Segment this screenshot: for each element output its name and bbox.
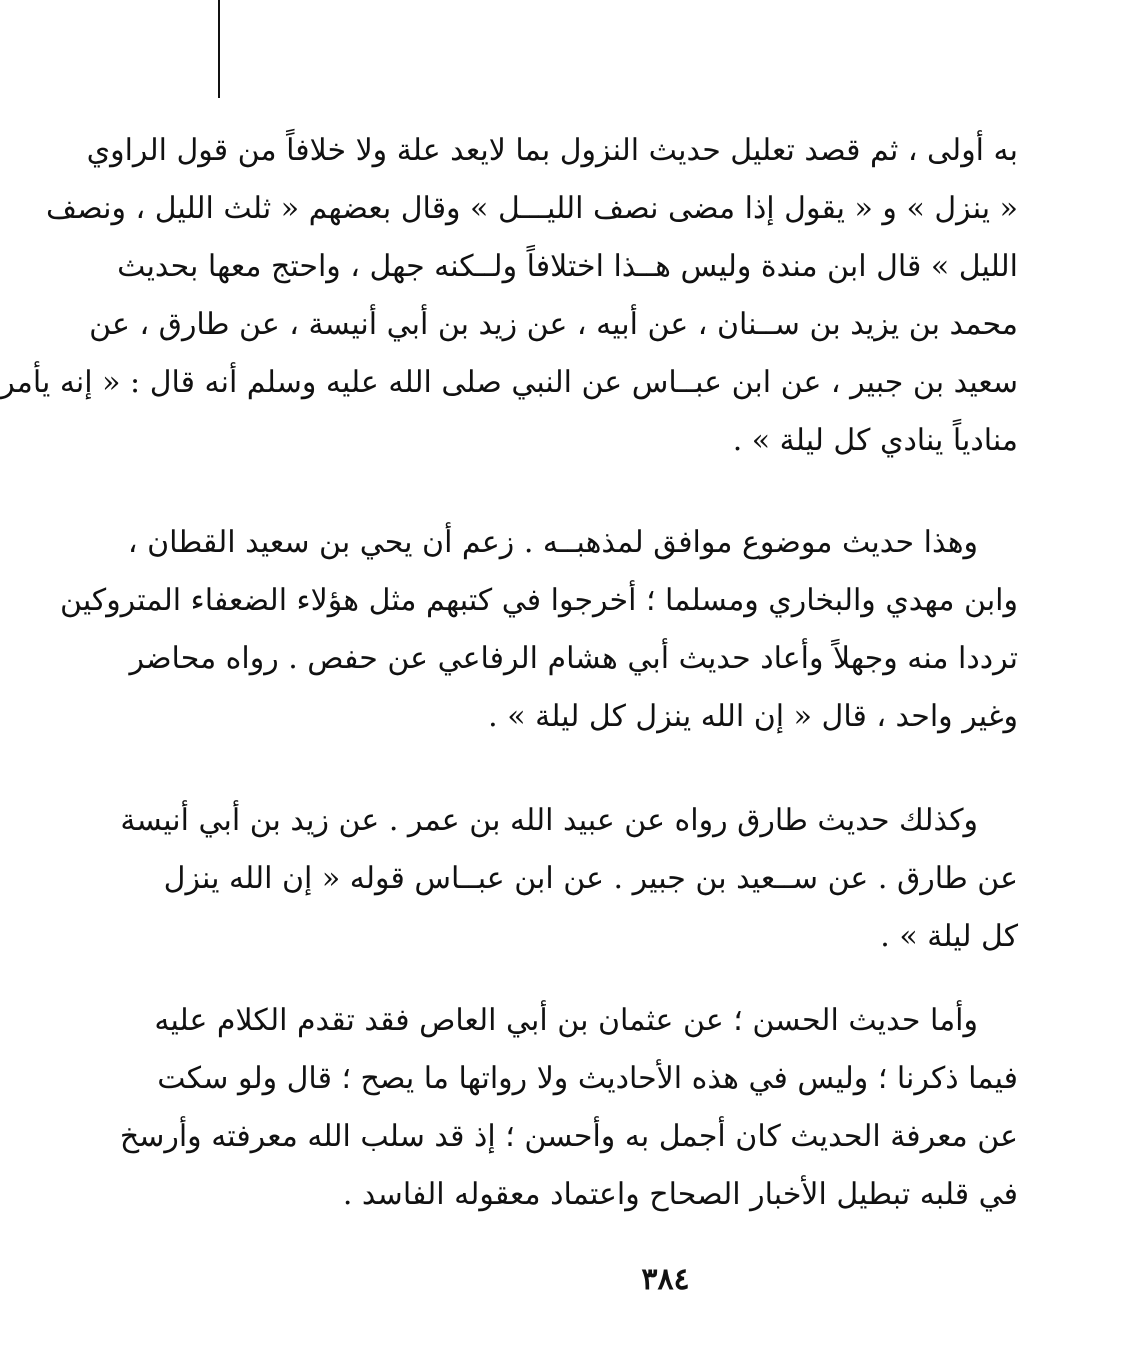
text-line: وهذا حديث موضوع موافق لمذهبــه . زعم أن يحي بن سعيد القطان ، bbox=[127, 525, 978, 560]
text-line: به أولى ، ثم قصد تعليل حديث النزول بما لايعد علة ولا خلافاً من قول الراوي bbox=[86, 133, 1018, 168]
text-line: وأما حديث الحسن ؛ عن عثمان بن أبي العاص فقد تقدم الكلام عليه bbox=[154, 1003, 978, 1038]
text-line: ترددا منه وجهلاً وأعاد حديث أبي هشام الرفاعي عن حفص . رواه محاضر bbox=[129, 641, 1018, 676]
page-edge-line bbox=[218, 0, 220, 98]
text-line: كل ليلة » . bbox=[880, 919, 1018, 954]
text-line: في قلبه تبطيل الأخبار الصحاح واعتماد معقوله الفاسد . bbox=[342, 1177, 1018, 1212]
text-line: « ينزل » و « يقول إذا مضى نصف الليـــل » وقال بعضهم « ثلث الليل ، ونصف bbox=[46, 191, 1018, 226]
paragraph-4 bbox=[119, 992, 1018, 1224]
text-line: محمد بن يزيد بن ســنان ، عن أبيه ، عن زيد بن أبي أنيسة ، عن طارق ، عن bbox=[89, 307, 1018, 342]
page-number: ٣٨٤ bbox=[641, 1262, 690, 1297]
text-line: منادياً ينادي كل ليلة » . bbox=[732, 423, 1018, 458]
text-line: عن طارق . عن ســعيد بن جبير . عن ابن عبــاس قوله « إن الله ينزل bbox=[163, 861, 1018, 896]
text-line: الليل » قال ابن مندة وليس هــذا اختلافاً ولــكنه جهل ، واحتج معها بحديث bbox=[117, 249, 1018, 284]
text-line: فيما ذكرنا ؛ وليس في هذه الأحاديث ولا رواتها ما يصح ؛ قال ولو سكت bbox=[157, 1061, 1018, 1096]
paragraph-3 bbox=[120, 792, 1018, 966]
text-line: وابن مهدي والبخاري ومسلما ؛ أخرجوا في كتبهم مثل هؤلاء الضعفاء المتروكين bbox=[60, 583, 1018, 618]
text-line: عن معرفة الحديث كان أجمل به وأحسن ؛ إذ قد سلب الله معرفته وأرسخ bbox=[119, 1119, 1018, 1154]
text-line: وكذلك حديث طارق رواه عن عبيد الله بن عمر . عن زيد بن أبي أنيسة bbox=[120, 803, 978, 838]
paragraph-2 bbox=[60, 514, 1018, 746]
text-line: وغير واحد ، قال « إن الله ينزل كل ليلة » . bbox=[488, 699, 1018, 734]
text-line: سعيد بن جبير ، عن ابن عبــاس عن النبي صلى الله عليه وسلم أنه قال : « إنه يأمر bbox=[0, 365, 1018, 400]
paragraph-1 bbox=[0, 122, 1018, 470]
